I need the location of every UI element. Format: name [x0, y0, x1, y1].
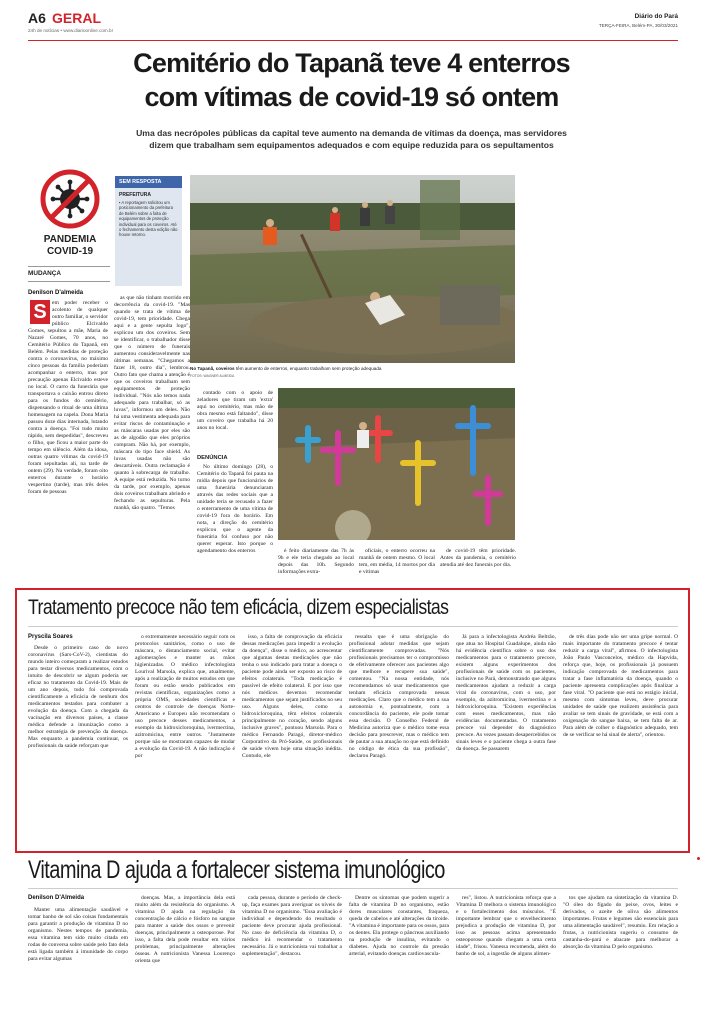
- box-headline-rule: [28, 626, 678, 627]
- bottom-column-1-text: Manter uma alimentação saudável e tomar banho de sol são coisas fundamentais para garantir a produção de vitamina D no organismo. Nestes tempos de pandemia, essa vitamina tem sido muito citada em rodas de conversa sobre saúde pelo fato dela está ligada também à imunidade do corpo para evitar algumas: [28, 907, 128, 962]
- main-column-6-text: de covid-19 têm prioridade. Antes da pandemia, o cemitério atendia até dez funerais por dia.: [440, 548, 516, 568]
- box-column-6: [563, 634, 678, 845]
- bottom-column-6: [563, 895, 678, 1019]
- logo-text-pandemia: PANDEMIA: [43, 234, 97, 245]
- kicker-rule: [28, 266, 110, 267]
- bottom-headline-rule: [28, 888, 678, 889]
- bottom-column-2: [135, 895, 235, 1019]
- sidebar-subtitle: PREFEITURA: [119, 192, 151, 198]
- pandemia-logo: [30, 168, 110, 258]
- sidebar-box: [115, 176, 182, 286]
- photo-caption-text: têm aumento de enterros, enquanto trabalham sem proteção adequada: [235, 366, 382, 371]
- bottom-column-4-text: Dentre os sintomas que podem sugerir a falta de vitamina D no organismo, estão dores musculares constantes, fraqueza, queda de cabelos e até alterações da tiroide. "A vitamina é importante para os ossos, para os dentes. Ela protege o pâncreas auxiliando na produção de insulina, evitando o diabetes. Ajuda no controle da pressão arterial, evitando doenças cardiovascula-: [349, 895, 449, 957]
- headline-line-2: com vítimas de covid-19 só ontem: [144, 82, 559, 112]
- masthead-rule: [28, 40, 678, 41]
- bottom-column-3: [242, 895, 342, 1019]
- box-column-3-text: isso, a falta de comprovação da eficácia dessas medicações para impedir a evolução da doença", disse o médico, ao acrescentar que algumas destas medicações que não tenha o uso indicado para tratar a doença o paciente pode ainda ser exposto ao risco de efeitos colaterais. "Toda medicação é passível de efeito colateral. E por isso que nós médicos devemos recomendar medicamentos que sejam justificados no seu uso. Alguns deles, como a hidroxicloroquina, têm efeitos colaterais principalmente no coração, sendo alguns inclusive graves", pontuou Marsola. Para o médico Fernando Paragó, diretor-médico Corporativo da Pró-Saúde, os profissionais de saúde vivem hoje uma situação inédita. Contudo, ele: [242, 634, 342, 759]
- tagline: 24h de notícias • www.diarioonline.com.br: [28, 28, 114, 33]
- box-column-4-text: ressalta que é uma obrigação do profissional adotar medidas que sejam cientificamente comprovadas. "Nós profissionais precisamos ter o compromisso de efetivamente oferecer aos pacientes algo que melhore e recupere sua saúde", comentou. "Na nossa entidade, nós recomendamos só usar medicamentos que tenham eficácia comprovada nessas medicações. Claro que o médico tem a sua autonomia e, pontualmente, com a concordância do paciente, ele pode tomar essa decisão. O Conselho Federal de Medicina autoriza que o médico tome essa decisão para prescrever, mas o médico tem de pautar a sua atuação no que está definido no código de ética da sua profissão", declarou Paragó.: [349, 634, 449, 759]
- main-column-5: [359, 548, 435, 582]
- bottom-column-5: [456, 895, 556, 1019]
- bottom-column-2-text: doenças. Mas, a importância dela está muito além da resistência do organismo. A vitamina D ajuda na regulação da concentração de cálcio e fósforo no sangue para manter a saúde dos ossos e prevenir doenças, principalmente a osteoporose. Por isso, a falta dela pode resultar em vários problemas, principalmente alterações ósseas. A nutricionista Vanessa Lourenço orienta que: [135, 895, 235, 964]
- subhead-denuncia: DENÚNCIA: [197, 455, 228, 461]
- box-column-2: [135, 634, 235, 845]
- main-column-3: [197, 390, 273, 450]
- photo-caption: [190, 366, 515, 372]
- deck-line-1: Uma das necrópoles públicas da capital teve aumento na demanda de vítimas da doença, mas servidores: [136, 128, 567, 138]
- dateline: TERÇA-FEIRA, Belém-PA, 30/03/2021: [598, 23, 678, 28]
- dropcap: S: [30, 300, 50, 324]
- main-column-1: [28, 300, 108, 582]
- headline-line-1: Cemitério do Tapanã teve 4 enterros: [133, 48, 570, 78]
- sidebar-body: ▪ A reportagem solicitou um posicionamento da prefeitura de Belém sobre a falta de equipamentos de proteção individual para os coveiros. Até o fechamento desta edição não houve retorno.: [119, 200, 178, 238]
- bottom-column-3-text: cada pessoa, durante o período de check-up, faça exames para averiguar os níveis de vitamina D no organismo. "Essa avaliação é individual e dependendo do resultado o paciente deve procurar ajuda profissional. No caso de deficiência da vitamina D, o médico irá recomendar o tratamento necessário. Já o nutricionista vai trabalhar a suplementação", destacou.: [242, 895, 342, 957]
- logo-text-covid: COVID-19: [46, 246, 94, 257]
- box-column-2-text: o extremamente necessário seguir com os protocolos sanitários, como o uso de máscara, o distanciamento social, evitar aglomerações e manter as mãos higienizadas. O médico infectologista Lourival Marsola, explica que, atualmente, após a realização de muitos estudos em que foram ou estão sendo publicados em revistas científicas, organizações como a própria OMS, sociedades científicas e centros de controle de doenças Norte-Americano e Europeu não recomendam o uso precoce desses medicamentos, a exemplo da hidroxicloroquina, ivermectina, azitromicina, entre outros. "Justamente porque não se mostraram capazes de mudar a evolução da Covid-19. A não indicação é por: [135, 634, 235, 759]
- bottom-column-1: [28, 907, 128, 1019]
- main-column-3-text: contado com o apoio de zeladores que tiram um 'extra' aqui no cemitério, mas mão de obra mesmo está faltando", disse um coveiro que trabalha há 20 anos no local.: [197, 390, 273, 431]
- edge-marker: [697, 857, 700, 860]
- bottom-byline: Denilson D'Almeida: [28, 895, 85, 901]
- box-column-1: [28, 645, 128, 845]
- masthead: [28, 10, 678, 40]
- bottom-headline: Vitamina D ajuda a fortalecer sistema imunológico: [28, 856, 445, 884]
- deck-line-2: dizem que trabalham sem equipamentos adequados e com equipe reduzida para os sepultamentos: [149, 140, 554, 150]
- photo-gravediggers: [190, 175, 515, 363]
- main-column-1-text: em poder receber o acolento de qualquer outro familiar, o servidor público Elcivaldo Gomes, sepultou a mãe, Maria de Nazaré Gomes, 70 anos, no Cemitério Público do Tapanã, em Belém. Pelas medidas de proteção contra o coronavírus, no máximo cinco pessoas da família poderiam acompanhar o enterro, mas por precaução apenas Elcivaldo esteve no local. O carro da funerária que transportava o caixão entrou direto para os fundos do cemitério, dispensando o ritual de uma última homenagem na capela. Dona Maria passou doze dias internada, lutando contra a doença. "Foi tudo muito rápido, sem despedidas", descreveu o filho, que ficou a maior parte do tempo em silêncio. Além da idosa, outras quatro vítimas da covid-19 foram sepultadas ali, na tarde de ontem (29). Na verdade, foram oito enterros durante o horário vespertino (tarde), mas três deles foram de pessoas: [28, 300, 108, 495]
- box-column-5: [456, 634, 556, 845]
- box-column-1-text: Desde o primeiro caso do novo coronavírus (Sars-CoV-2), cientistas do mundo inteiro começaram a realizar estudos para testar diversos medicamentos, com o intuito de descobrir se algum poderia ser eficaz no tratamento da Covid-19. Mais de um ano depois, tudo foi comprovada cientificamente a eficácia de nenhum dos medicamentos testados para combater a evolução da doença. Com a chegada da vacinação em diversos países, a classe médica defende a imunização como a melhor estratégia de prevenção da doença. Mas enquanto a pandemia continuar, os profissionais da saúde reforçam que: [28, 645, 128, 749]
- main-column-5-text: oficiais, o enterro ocorreu na manhã de ontem mesmo. O local tem, em média, 14 mortos por dia e vítimas: [359, 548, 435, 575]
- bottom-column-5-text: res", listou. A nutricionista reforça que a Vitamina D melhora o sistema imunológico e o fortalecimento dos músculos. "É importante lembrar que o envelhecimento prejudica a produção de vitamina D, por isso as pessoas acima apresentando osteoporose quando chegam a uma certa idade", frisou. Vanessa recomenda, além do banho de sol, a ingestão de alguns alimen-: [456, 895, 556, 957]
- main-column-4-text: é feito diariamente das 7h às 9h e ele teria chegado ao local depois das 10h. Segundo informações extra-: [278, 548, 354, 575]
- virus-prohibited-icon: [39, 168, 101, 230]
- box-byline: Pryscila Soares: [28, 634, 73, 640]
- kicker: MUDANÇA: [28, 270, 62, 277]
- main-column-2: [114, 295, 190, 582]
- section-title: GERAL: [52, 10, 101, 26]
- photo-caption-bold: No Tapanã, coveiros: [190, 366, 235, 371]
- main-column-3b-text: No último domingo (28), o Cemitério do Tapanã foi pauta na mídia depois que funcionários de uma funerária denunciaram através das redes sociais que a unidade teria se recusado a fazer o enterramento de uma vítima de covid-19 fora do horário. Em nota, a direção do cemitério explicou que o agente da funerária foi confuso por não querer esperar. Isto porque o agendamento dos enterros: [197, 464, 273, 554]
- kicker-rule-bottom: [28, 281, 110, 282]
- box-column-4: [349, 634, 449, 845]
- photo-graves: [278, 388, 515, 540]
- box-column-5-text: Já para a infectologista Andréa Beltrão, que atua no Hospital Guadalupe, ainda não há evidência científica sobre o uso dos medicamentos para o tratamento precoce, existem alguns experimentos dos profissionais de saúde com os pacientes, inclusive no Pará, demonstrando que alguns medicamentos ajudam a reduzir a carga viral do coronavírus, com o uso, por exemplo, da azitromicina, ivermectina e a hidroxicloroquina. "Existem experiências com esses medicamentos, mas não evidências documentadas. O tratamento precoce vai depender do diagnóstico precoce. As vezes passam desapercebidos os sinais leves e o paciente chega a outra fase da doença. Se passarem: [456, 634, 556, 752]
- main-column-6: [440, 548, 516, 582]
- paper-name: Diário do Pará: [634, 13, 678, 20]
- main-column-2-text: as que não tinham morrido em decorrência da covid-19. "Mas quando se trata de vítima de covid-19, tem prioridade. Chega aqui e a gente sepulta logo", explicou um dos coveiros. Sem se identificar, o trabalhador disse que o número de funerais aumentou consideravelmente nas últimas semanas. "Chegamos a fazer 18, outro dia", lembrou. Outro fato que chama a atenção é que os coveiros trabalham sem equipamentos de proteção individual. "Nós não temos nada adequado para trabalhar, só as luvas", informou um deles. Não há uma vestimenta adequada para evitar riscos de contaminação e as máscaras usadas por eles são as de algodão que eles próprios compram. Não há, por exemplo, máscara do tipo face shield. As luvas usadas não são descartáveis. Outra reclamação é quanto à sobrecarga de trabalho. A equipe está reduzida. No turno da tarde, por exemplo, apenas dois coveiros trabalham abrindo e fechando as sepulturas. Pela manhã, são quatro. "Temos: [114, 295, 190, 511]
- main-column-3b: [197, 464, 273, 582]
- byline: Denilson D'almeida: [28, 290, 84, 296]
- bottom-column-4: [349, 895, 449, 1019]
- bottom-column-6-text: tos que ajudam na sintetização da vitamina D. "O óleo do fígado do peixe, ovos, leites e derivados, o azeite de oliva são alimentos importantes. Frutas e legumes são essenciais para uma alimentação saudável", resumiu. Em relação a frutas, a nutricionista sugeriu o consumo de castanha-do-pará e abacate para melhorar a absorção da vitamina D pelo organismo.: [563, 895, 678, 950]
- box-headline: Tratamento precoce não tem eficácia, dizem especialistas: [28, 596, 449, 619]
- box-column-3: [242, 634, 342, 845]
- sidebar-title: SEM RESPOSTA: [115, 176, 182, 188]
- page-number: A6: [28, 10, 46, 26]
- box-column-6-text: de três dias pode não ser uma gripe normal. O mais importante do tratamento precoce é tentar reduzir a carga viral", afirmou. O infectologista João Paulo Vasconcelos, médico da Hapvida, reforça que, hoje, os profissionais já possuem indicação comprovada de medicamentos para tratar a fase inflamatória da doença, quando o paciente apresenta complicações após finalizar a fase viral. "O paciente que está no estágio inicial, mesmo com sintomas leves, deve procurar unidades de saúde que realizem assistência para avaliar se tem sinais de gravidade, se está com a oxigenação do sangue baixa, se tem falta de ar. Para além de colher o diagnóstico adequado, tem de se verificar se há sinal de alerta", orientou.: [563, 634, 678, 738]
- main-column-4: [278, 548, 354, 582]
- photo-credit: FOTOS: WAGNER ALMEIDA: [190, 374, 235, 378]
